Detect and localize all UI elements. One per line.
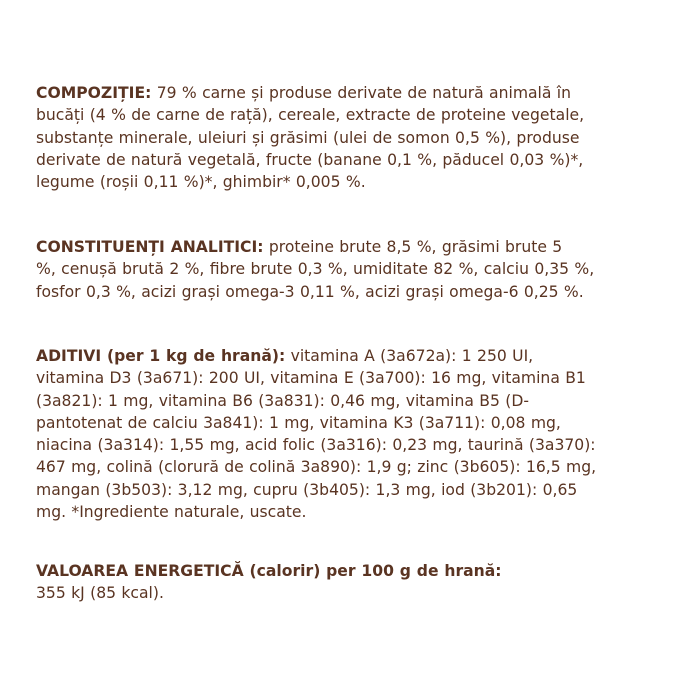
composition-line-3: substanțe minerale, uleiuri și grăsimi (ulei de somon 0,5 %), produse: [36, 128, 580, 147]
additives-line-4: pantotenat de calciu 3a841): 1 mg, vitamina K3 (3a711): 0,08 mg,: [36, 413, 561, 432]
composition-heading: COMPOZIȚIE:: [36, 84, 152, 102]
additives-line-1: ADITIVI (per 1 kg de hrană): vitamina A (3a672a): 1 250 UI,: [36, 347, 534, 365]
analytical-constituents-heading: CONSTITUENȚI ANALITICI:: [36, 238, 264, 256]
composition-section: [36, 82, 666, 193]
analytical-line-2: %, cenușă brută 2 %, fibre brute 0,3 %, umiditate 82 %, calciu 0,35 %,: [36, 260, 595, 279]
composition-line-5: legume (roșii 0,11 %)*, ghimbir* 0,005 %.: [36, 173, 366, 192]
additives-section: [36, 345, 666, 523]
additives-line-2: vitamina D3 (3a671): 200 UI, vitamina E (3a700): 16 mg, vitamina B1: [36, 369, 586, 388]
composition-line-4: derivate de natură vegetală, fructe (banane 0,1 %, păducel 0,03 %)*,: [36, 150, 584, 169]
composition-line-1: COMPOZIȚIE: 79 % carne și produse derivate de natură animală în: [36, 84, 572, 102]
energy-value-section: [36, 560, 666, 605]
energy-value-heading: VALOAREA ENERGETICĂ (calorir) per 100 g de hrană:: [36, 562, 502, 580]
energy-value-line-1: 355 kJ (85 kcal).: [36, 584, 164, 603]
composition-line-2: bucăți (4 % de carne de rață), cereale, extracte de proteine vegetale,: [36, 106, 585, 125]
additives-line-6: 467 mg, colină (clorură de colină 3a890): 1,9 g; zinc (3b605): 16,5 mg,: [36, 458, 597, 477]
additives-line-8: mg. *Ingrediente naturale, uscate.: [36, 503, 307, 522]
additives-heading: ADITIVI (per 1 kg de hrană):: [36, 347, 286, 365]
additives-line-5: niacina (3a314): 1,55 mg, acid folic (3a316): 0,23 mg, taurină (3a370):: [36, 436, 596, 455]
additives-line-3: (3a821): 1 mg, vitamina B6 (3a831): 0,46 mg, vitamina B5 (D-: [36, 391, 529, 410]
analytical-constituents-section: [36, 236, 666, 303]
additives-line-7: mangan (3b503): 3,12 mg, cupru (3b405): 1,3 mg, iod (3b201): 0,65: [36, 480, 578, 499]
analytical-line-1: CONSTITUENȚI ANALITICI: proteine brute 8,5 %, grăsimi brute 5: [36, 238, 563, 256]
analytical-line-3: fosfor 0,3 %, acizi grași omega-3 0,11 %, acizi grași omega-6 0,25 %.: [36, 282, 584, 301]
